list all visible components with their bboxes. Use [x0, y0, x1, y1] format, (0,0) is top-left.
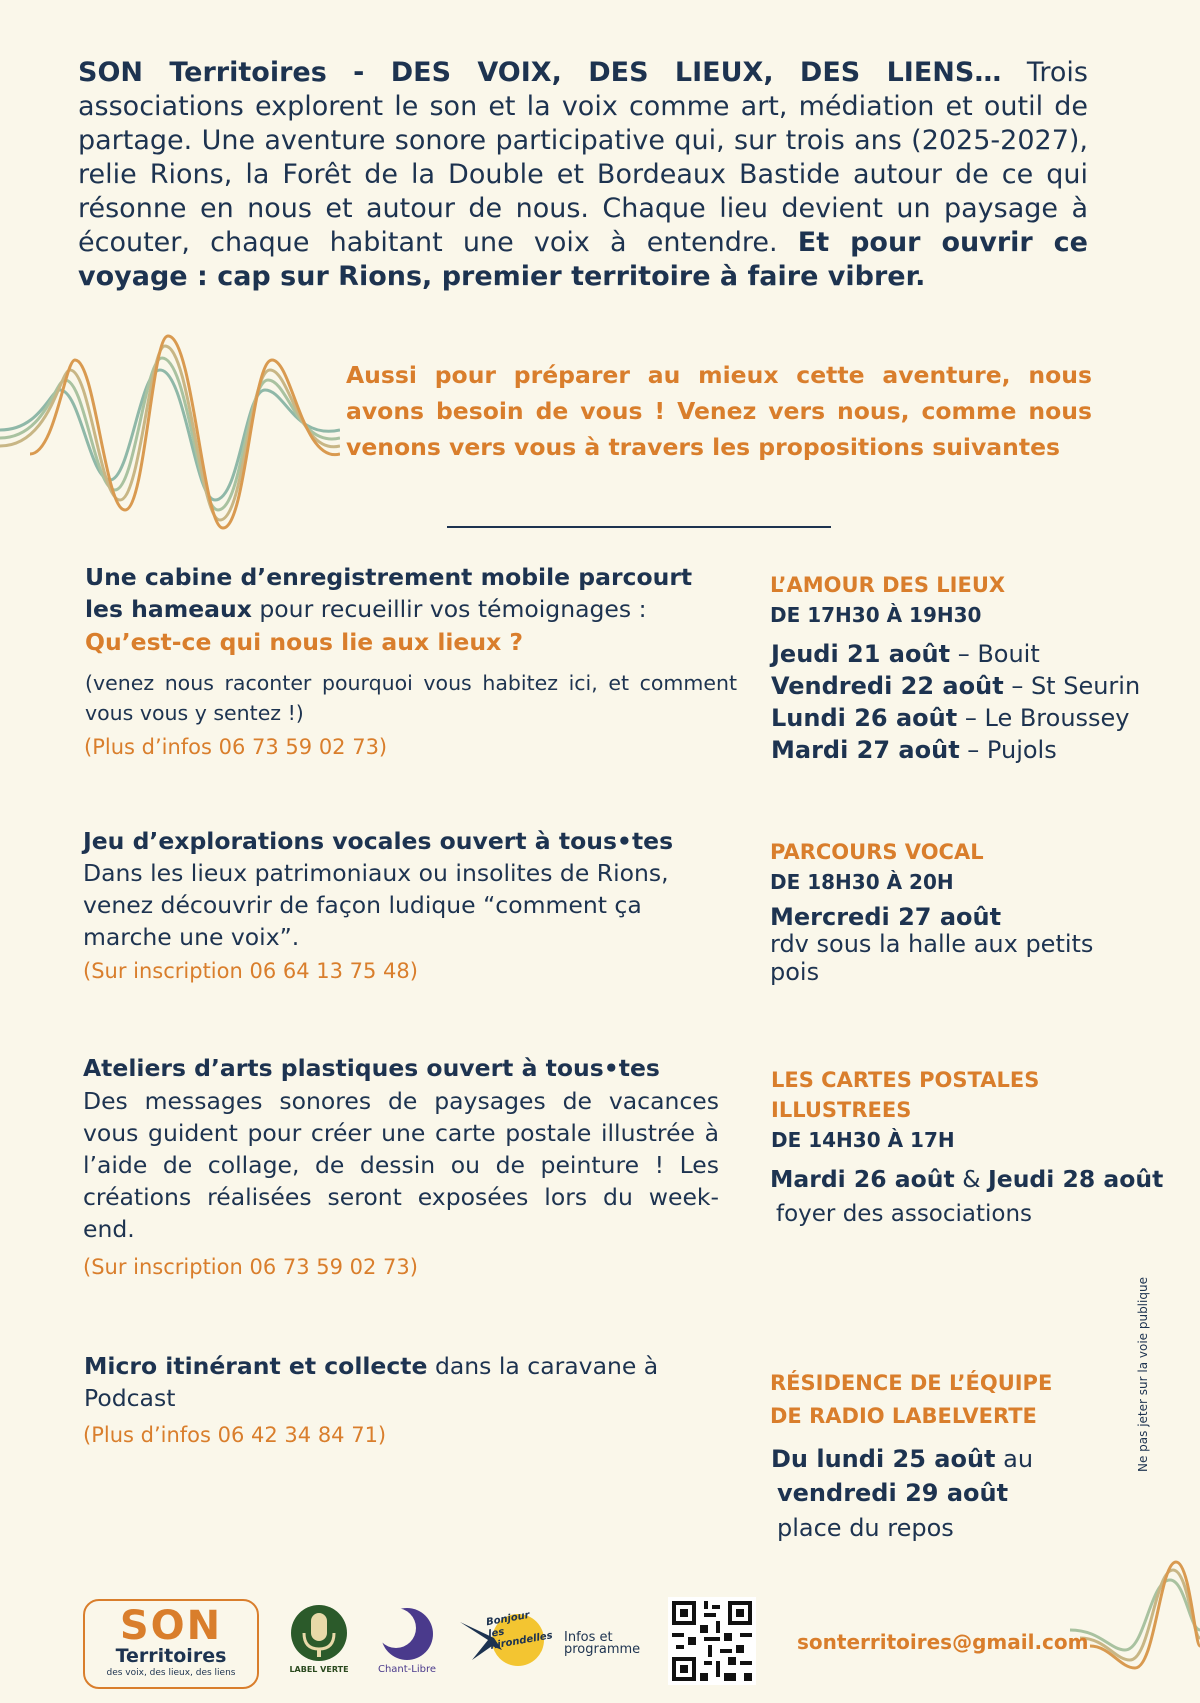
activity-1-dates	[771, 638, 1191, 766]
activity-1-heading: L’AMOUR DES LIEUX	[770, 573, 1006, 597]
activity-4-heading-2: DE RADIO LABELVERTE	[770, 1404, 1037, 1428]
activity-1-title	[85, 561, 725, 625]
activity-4-title-rest: dans la caravane à Podcast	[84, 1352, 659, 1412]
activity-4-heading-1: RÉSIDENCE DE L’ÉQUIPE	[770, 1371, 1053, 1395]
activity-4-info: (Plus d’infos 06 42 34 84 71)	[83, 1423, 387, 1447]
activity-4-place: place du repos	[777, 1514, 954, 1542]
microphone-icon	[284, 1603, 354, 1665]
date-day: Mardi 27 août	[771, 736, 960, 764]
activity-4-title	[84, 1350, 724, 1414]
intro-lead: SON Territoires - DES VOIX, DES LIEUX, DES LIENS…	[78, 57, 1002, 88]
activity-2-date: Mercredi 27 août	[770, 903, 1002, 931]
intro-body: Trois associations explorent le son et la voix comme art, médiation et outil de partage. Une aventure sonore participative qui, sur trois ans (2025-2027), relie Rions, la Forêt de la Double et Bordeaux Bastide autour de ce qui résonne en nous et autour de nous. Chaque lieu devient un paysage à écouter, chaque habitant une voix à entendre.	[78, 57, 1089, 258]
infos-programme-label	[564, 1632, 654, 1656]
infos-line-1: Infos et	[564, 1630, 613, 1645]
activity-1-info: (Plus d’infos 06 73 59 02 73)	[84, 735, 388, 759]
activity-4-date-from-rest: au	[995, 1445, 1034, 1473]
section-divider	[447, 526, 831, 528]
activity-4-date-from	[771, 1443, 1033, 1475]
activity-2-body: Dans les lieux patrimoniaux ou insolites de Rions, venez découvrir de façon ludique “comment ça marche une voix”.	[83, 859, 669, 951]
activity-3-date-1: Mardi 26 août	[770, 1165, 955, 1193]
activity-4-title-bold: Micro itinérant et collecte	[84, 1352, 428, 1380]
activity-1-time: DE 17H30 À 19H30	[770, 603, 982, 627]
label-verte-logo	[284, 1603, 354, 1675]
bonjour-hirondelles-text: Bonjour les hirondelles	[485, 1609, 554, 1652]
date-place: – St Seurin	[1003, 672, 1141, 700]
date-place: – Pujols	[959, 736, 1057, 764]
activity-3-body: Des messages sonores de paysages de vacances vous guident pour créer une carte postale illustrée à l’aide de collage, de dessin ou de peinture ! Les créations réalisées seront exposées lors du week-end.	[83, 1087, 719, 1243]
activity-2-time: DE 18H30 À 20H	[770, 870, 954, 894]
chant-libre-text: Chant-Libre	[377, 1664, 437, 1675]
chant-libre-logo	[378, 1606, 436, 1676]
sound-wave-right-decoration	[1070, 1560, 1200, 1670]
vertical-disposal-note: Ne pas jeter sur la voie publique	[1136, 1277, 1150, 1473]
activity-4-date-to: vendredi 29 août	[777, 1479, 1009, 1507]
infos-line-2: programme	[564, 1642, 641, 1657]
activity-3-title: Ateliers d’arts plastiques ouvert à tous•tes	[83, 1054, 660, 1082]
activity-3-time: DE 14H30 À 17H	[771, 1128, 955, 1152]
activity-1-note: (venez nous raconter pourquoi vous habitez ici, et comment vous vous y sentez !)	[85, 671, 737, 725]
activity-1-question: Qu’est-ce qui nous lie aux lieux ?	[85, 628, 524, 656]
intro-paragraph	[78, 56, 1088, 294]
activity-2-heading: PARCOURS VOCAL	[770, 840, 984, 864]
intro-closing: Et pour ouvrir ce voyage : cap sur Rions, premier territoire à faire vibrer.	[78, 227, 1088, 292]
activity-3-date-2: Jeudi 28 août	[988, 1165, 1164, 1193]
activity-3-info: (Sur inscription 06 73 59 02 73)	[83, 1255, 418, 1279]
date-row	[771, 670, 1191, 702]
date-place: – Le Broussey	[957, 704, 1130, 732]
activity-1-title-rest: pour recueillir vos témoignages :	[251, 595, 647, 623]
son-logo-tagline: des voix, des lieux, des liens	[106, 1668, 236, 1678]
date-place: – Bouit	[950, 640, 1040, 668]
date-day: Lundi 26 août	[771, 704, 958, 732]
activity-3-dates	[770, 1163, 1163, 1195]
date-row	[771, 702, 1191, 734]
activity-3-place: foyer des associations	[776, 1201, 1033, 1227]
sound-wave-left-decoration	[0, 330, 340, 530]
date-day: Jeudi 21 août	[771, 640, 951, 668]
activity-3-amp: &	[954, 1165, 989, 1193]
activity-4-date-from-bold: Du lundi 25 août	[771, 1445, 996, 1473]
activity-3-heading-2: ILLUSTREES	[771, 1098, 912, 1122]
date-row	[771, 734, 1191, 766]
callout-text: Aussi pour préparer au mieux cette aventure, nous avons besoin de vous ! Venez vers nous, comme nous venons vers vous à travers les propositions suivantes	[346, 361, 1092, 461]
activity-2-place: rdv sous la halle aux petits pois	[770, 930, 1094, 986]
activity-3-heading-1: LES CARTES POSTALES	[771, 1068, 1040, 1092]
activity-2-title: Jeu d’explorations vocales ouvert à tous•tes	[83, 827, 674, 855]
son-logo-word: SON	[119, 1603, 223, 1649]
qr-code[interactable]	[668, 1597, 756, 1685]
son-logo-name: Territoires	[115, 1645, 227, 1667]
date-row	[771, 638, 1191, 670]
son-territoires-logo	[83, 1599, 259, 1689]
activity-2-info: (Sur inscription 06 64 13 75 48)	[83, 959, 418, 983]
label-verte-text: LABEL VERTE	[289, 1665, 349, 1674]
bonjour-hirondelles-logo	[458, 1609, 554, 1670]
date-day: Vendredi 22 août	[771, 672, 1004, 700]
activity-1-title-bold: Une cabine d’enregistrement mobile parcourt les hameaux	[85, 563, 693, 623]
contact-email[interactable]: sonterritoires@gmail.com	[797, 1630, 1089, 1654]
crescent-icon	[378, 1606, 436, 1662]
